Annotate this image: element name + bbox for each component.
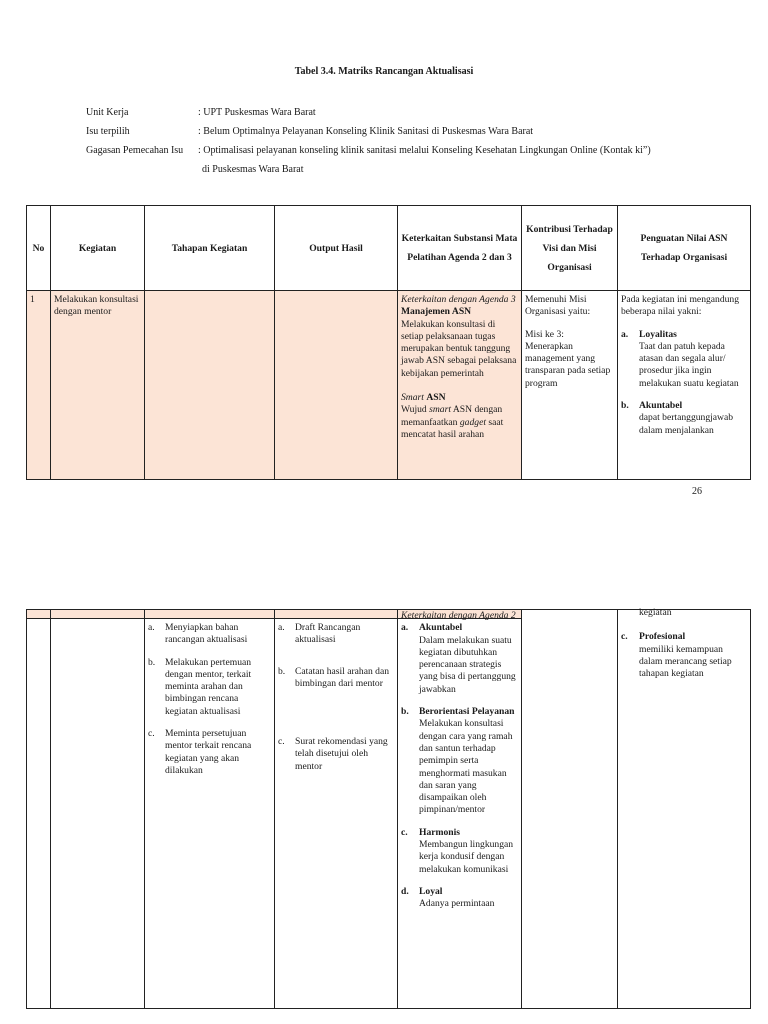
nilai-item <box>401 706 518 817</box>
output-list <box>278 622 394 773</box>
cell-no <box>27 619 51 1009</box>
meta-row-gagasan-cont <box>86 160 742 179</box>
list-marker: c. <box>401 826 408 838</box>
nilai-body: dapat bertanggungjawab dalam menjalankan <box>639 412 734 436</box>
list-marker: c. <box>621 631 628 643</box>
list-item <box>278 666 394 691</box>
list-marker: a. <box>278 622 285 633</box>
penguatan-continued: kegiatan <box>639 607 672 618</box>
list-marker: b. <box>278 665 286 677</box>
header-tahapan: Tahapan Kegiatan <box>145 206 275 291</box>
table-title: Tabel 3.4. Matriks Rancangan Aktualisasi <box>294 66 474 77</box>
list-text: Menyiapkan bahan rancangan aktualisasi <box>165 622 248 646</box>
kontribusi-intro: Memenuhi Misi Organisasi yaitu: <box>525 294 591 318</box>
list-text: Meminta persetujuan mentor terkait rencana kegiatan yang akan dilakukan <box>165 728 252 776</box>
meta-label: Unit Kerja <box>86 107 129 118</box>
cell-kegiatan: Melakukan konsultasi dengan mentor <box>51 291 145 480</box>
nilai-item <box>401 886 518 911</box>
nilai-body: Dalam melakukan suatu kegiatan dibutuhkan perencanaan strategis yang bisa di pertanggung jawabkan <box>419 634 516 695</box>
nilai-item <box>621 329 747 390</box>
nilai-title: Akuntabel <box>419 622 463 634</box>
text: gadget <box>459 416 486 428</box>
table-row-continued <box>27 610 751 619</box>
cell-output <box>275 291 398 480</box>
cell-penguatan <box>618 607 751 1009</box>
nilai-body: Membangun lingkungan kerja kondusif dengan melakukan komunikasi <box>419 839 514 875</box>
header-keterkaitan: Keterkaitan Substansi Mata Pelatihan Agenda 2 dan 3 <box>398 206 522 291</box>
header-kegiatan: Kegiatan <box>51 206 145 291</box>
nilai-body: Melakukan konsultasi dengan cara yang ramah dan santun terhadap pemimpin serta menghormati masukan dan saran yang disampaikan oleh pimpinan/mentor <box>419 718 513 816</box>
nilai-item <box>621 631 747 680</box>
nilai-title: Profesional <box>639 631 686 643</box>
meta-value: : Optimalisasi pelayanan konseling klinik sanitasi melalui Konseling Kesehatan Lingkungan Online (Kontak ki”) <box>198 145 651 156</box>
nilai-item <box>401 622 518 696</box>
list-marker: c. <box>148 728 155 740</box>
list-marker: a. <box>621 328 629 340</box>
smart-word: Smart <box>401 392 424 404</box>
list-item <box>278 622 394 647</box>
list-marker: c. <box>278 736 285 748</box>
meta-block <box>86 103 742 179</box>
nilai-title: Loyalitas <box>639 328 677 340</box>
text: Wujud <box>401 404 427 416</box>
asn-word: ASN <box>426 392 446 404</box>
cell-kontribusi <box>522 610 618 1009</box>
list-marker: a. <box>148 622 155 633</box>
header-output: Output Hasil <box>275 206 398 291</box>
cell-keterkaitan <box>398 291 522 480</box>
cell-kegiatan <box>51 610 145 619</box>
matrix-table-page-1 <box>26 205 751 480</box>
cell-kontribusi <box>522 291 618 480</box>
cell-tahapan <box>145 619 275 1009</box>
nilai-body: memiliki kemampuan dalam merancang setiap tahapan kegiatan <box>639 643 732 680</box>
meta-value: : UPT Puskesmas Wara Barat <box>198 107 316 118</box>
meta-label: Isu terpilih <box>86 126 130 137</box>
header-row <box>27 206 751 291</box>
list-marker: b. <box>148 656 156 668</box>
nilai-item <box>401 827 518 876</box>
matrix-table-page-2 <box>26 609 751 1009</box>
cell-keterkaitan <box>398 610 522 1009</box>
header-no: No <box>27 206 51 291</box>
header-kontribusi: Kontribusi Terhadap Visi dan Misi Organisasi <box>522 206 618 291</box>
table-row <box>27 291 751 480</box>
cell-kegiatan <box>51 619 145 1009</box>
text: ASN dengan memanfaatkan <box>401 404 503 428</box>
meta-row-gagasan <box>86 141 742 160</box>
tahapan-list <box>148 622 271 777</box>
manajemen-body: Melakukan konsultasi di setiap pelaksanaan tugas merupakan bentuk tanggung jawab ASN sebagai pelaksana kebijakan pemerintah <box>401 318 517 379</box>
cell-output <box>275 619 398 1009</box>
list-text: Surat rekomendasi yang telah disetujui oleh mentor <box>295 736 388 772</box>
meta-value: : Belum Optimalnya Pelayanan Konseling Klinik Sanitasi di Puskesmas Wara Barat <box>198 126 534 137</box>
list-text: Catatan hasil arahan dan bimbingan dari mentor <box>295 665 390 689</box>
meta-label: Gagasan Pemecahan Isu <box>86 145 184 156</box>
nilai-body: Adanya permintaan <box>419 898 495 910</box>
list-item <box>148 728 271 777</box>
list-item <box>278 736 394 773</box>
list-marker: a. <box>401 622 409 634</box>
list-marker: d. <box>401 885 409 897</box>
agenda-label: Keterkaitan dengan Agenda 2 <box>401 610 516 621</box>
cell-tahapan <box>145 291 275 480</box>
nilai-title: Akuntabel <box>639 400 683 412</box>
meta-value: di Puskesmas Wara Barat <box>202 164 304 175</box>
meta-row-unit-kerja <box>86 103 742 122</box>
list-marker: b. <box>621 400 629 412</box>
meta-row-isu <box>86 122 742 141</box>
smart-body <box>401 404 518 441</box>
text: smart <box>429 404 451 416</box>
smart-title <box>401 392 518 404</box>
cell-no: 1 <box>27 291 51 480</box>
list-text: Draft Rancangan aktualisasi <box>295 622 361 646</box>
cell-tahapan <box>145 610 275 619</box>
nilai-title: Berorientasi Pelayanan <box>419 706 515 718</box>
cell-output <box>275 610 398 619</box>
nilai-title: Loyal <box>419 885 443 897</box>
page-number: 26 <box>692 486 702 497</box>
manajemen-title: Manajemen ASN <box>401 306 472 318</box>
agenda-label: Keterkaitan dengan Agenda 3 <box>401 294 516 305</box>
kontribusi-misi: Misi ke 3: Menerapkan management yang transparan pada setiap program <box>525 328 611 389</box>
list-item <box>148 657 271 718</box>
nilai-body: Taat dan patuh kepada atasan dan segala alur/ prosedur jika ingin melakukan suatu kegiatan <box>639 340 739 389</box>
list-marker: b. <box>401 706 409 718</box>
cell-no <box>27 610 51 619</box>
header-penguatan: Penguatan Nilai ASN Terhadap Organisasi <box>618 206 751 291</box>
list-text: Melakukan pertemuan dengan mentor, terkait meminta arahan dan bimbingan rencana kegiatan aktualisasi <box>165 656 252 717</box>
text: saat mencatat hasil arahan <box>401 416 504 440</box>
nilai-title: Harmonis <box>419 826 461 838</box>
nilai-item <box>621 400 747 437</box>
list-item <box>148 622 271 647</box>
cell-penguatan <box>618 291 751 480</box>
penguatan-intro: Pada kegiatan ini mengandung beberapa nilai yakni: <box>621 294 740 318</box>
